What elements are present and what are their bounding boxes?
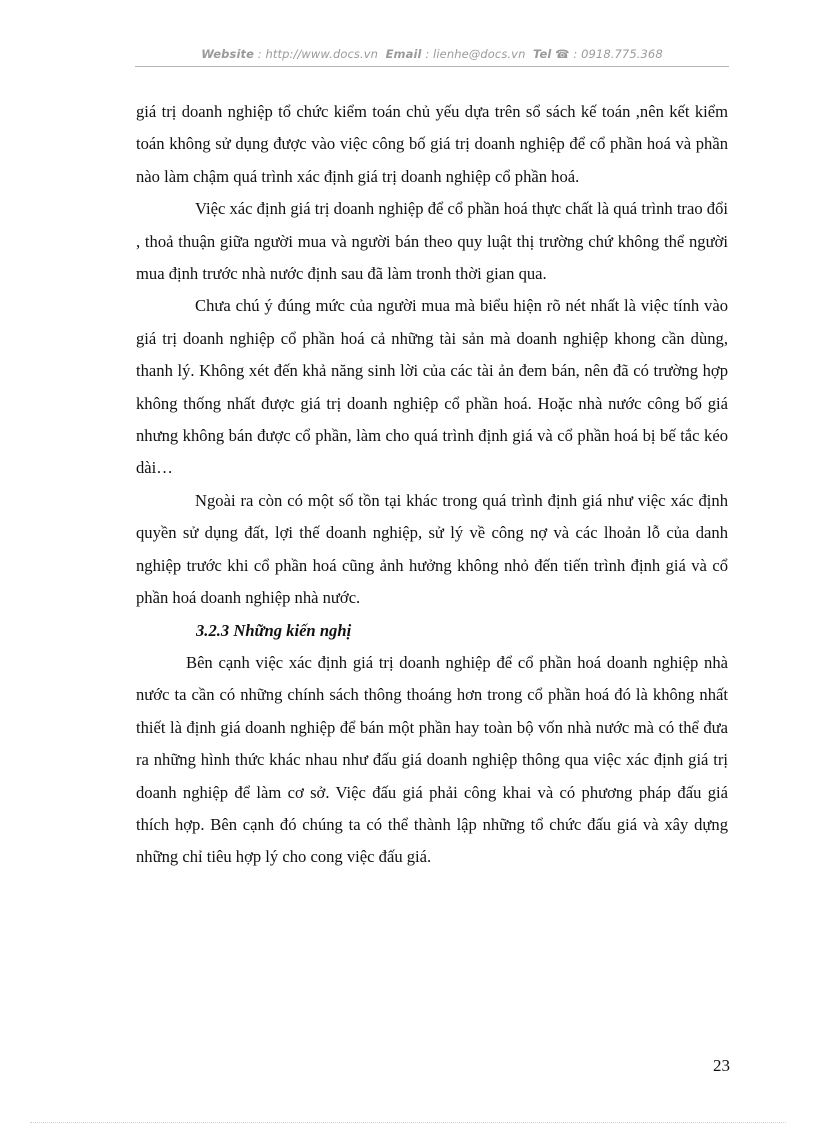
section-heading: 3.2.3 Những kiến nghị: [196, 620, 352, 640]
paragraph-4: Ngoài ra còn có một số tồn tại khác trong quá trình định giá như việc xác định quyền sử dụng đất, lợi thế doanh nghiệp, sử lý về công nợ và các lhoản lỗ của danh nghiệp trước khi cổ phần hoá cũng ảnh hưởng không nhỏ đến tiến trình định giá và cổ phần hoá doanh nghiệp nhà nước.: [136, 490, 728, 608]
email-label: Email: [385, 47, 422, 61]
tel-label: Tel: [533, 47, 552, 61]
tel-value: ☎ : 0918.775.368: [555, 47, 663, 61]
website-label: Website: [201, 47, 254, 61]
paragraph-3: Chưa chú ý đúng mức của người mua mà biểu hiện rõ nét nhất là việc tính vào giá trị doanh nghiệp cổ phần hoá cả những tài sản mà doanh nghiệp khong cần dùng, thanh lý. Không xét đến khả năng sinh lời của các tài ản đem bán, nên đã có trường hợp không thống nhất được giá trị doanh nghiệp cổ phần hoá. Hoặc nhà nước công bố giá nhưng không bán được cổ phần, làm cho quá trình định giá và cổ phần hoá bị bế tắc kéo dài…: [136, 296, 728, 478]
page-number: 23: [713, 1056, 730, 1075]
paragraph-1: giá trị doanh nghiệp tổ chức kiểm toán chủ yếu dựa trên sổ sách kế toán ,nên kết kiểm toán không sử dụng được vào việc công bố giá trị doanh nghiệp để cổ phần hoá và phần nào làm chậm quá trình xác định giá trị doanh nghiệp cổ phần hoá.: [136, 102, 728, 186]
document-body: [136, 96, 728, 874]
website-url: : http://www.docs.vn: [257, 47, 379, 61]
page-header: [135, 47, 729, 67]
paragraph-5: Bên cạnh việc xác định giá trị doanh nghiệp để cổ phần hoá doanh nghiệp nhà nước ta cần có những chính sách thông thoáng hơn trong cổ phần hoá đó là không nhất thiết là định giá doanh nghiệp để bán một phần hay toàn bộ vốn nhà nước mà có thể đưa ra những hình thức khác nhau như đấu giá doanh nghiệp thông qua việc xác định giá trị doanh nghiệp để làm cơ sở. Việc đấu giá phải công khai và có phương pháp đấu giá thích hợp. Bên cạnh đó chúng ta có thể thành lập những tổ chức đấu giá và xây dựng những chỉ tiêu hợp lý cho cong việc đấu giá.: [136, 652, 728, 867]
email-value: : lienhe@docs.vn: [425, 47, 526, 61]
header-divider: [135, 66, 729, 67]
paragraph-2: Việc xác định giá trị doanh nghiệp để cổ phần hoá thực chất là quá trình trao đổi , thoả thuận giữa người mua và người bán theo quy luật thị trường chứ không thể người mua định trước nhà nước định sau đã làm tronh thời gian qua.: [136, 199, 728, 284]
